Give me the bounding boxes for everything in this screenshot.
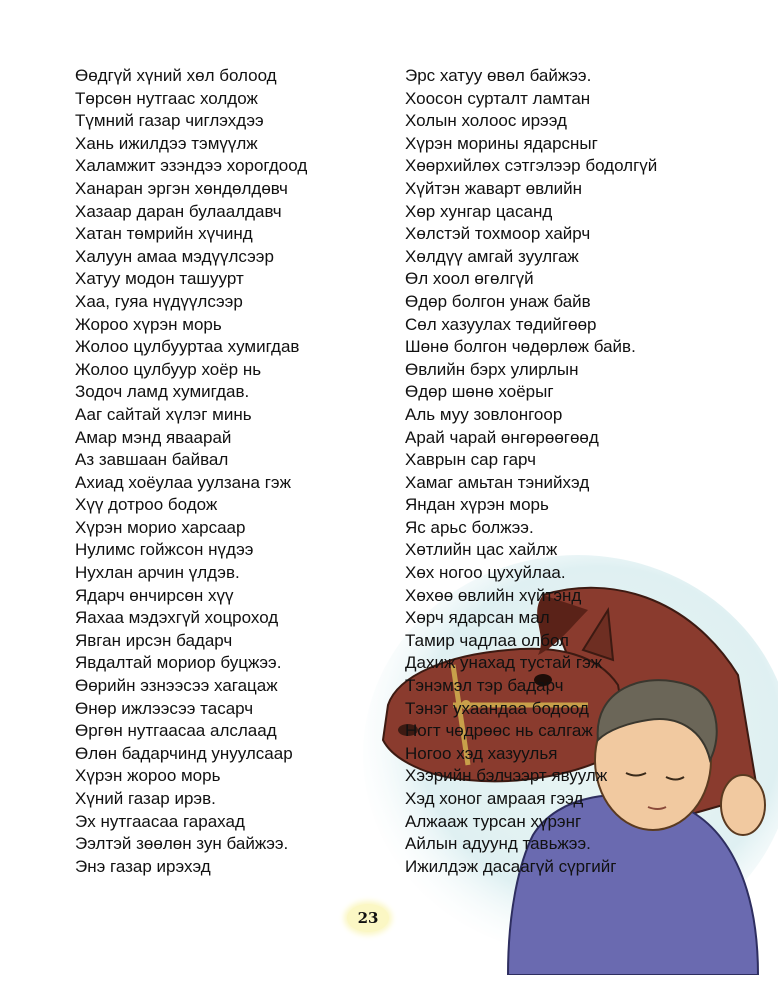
poem-line: Хүний газар ирэв. xyxy=(75,789,216,808)
poem-line: Өргөн нутгаасаа алслаад xyxy=(75,721,277,741)
poem-line: Хөх ногоо цухуйлаа. xyxy=(405,563,566,583)
poem-line: Хөтлийн цас хайлж xyxy=(405,540,558,560)
poem-line: Ханаран эргэн хөндөлдөвч xyxy=(75,178,288,198)
poem-line: Арай чарай өнгөрөөгөөд xyxy=(405,427,599,447)
poem-line: Хөлстэй тохмоор хайрч xyxy=(405,224,591,244)
poem-line: Амар мэнд яваарай xyxy=(75,427,232,447)
poem-line: Хөр хунгар цасанд xyxy=(405,201,553,221)
poem-line: Аль муу зовлонгоор xyxy=(405,404,563,424)
poem-line: Дахиж унахад тустай гэж xyxy=(405,653,603,673)
poem-line: Хөхөө өвлийн хүйтэнд xyxy=(405,585,582,605)
poem-line: Тэнэг ухаандаа бодоод xyxy=(405,698,589,718)
poem-line: Өлөн бадарчинд унуулсаар xyxy=(75,743,293,763)
poem-line: Явдалтай мориор буцжээ. xyxy=(75,653,282,673)
poem-line: Энэ газар ирэхэд xyxy=(75,856,211,876)
poem-line: Яндан хүрэн морь xyxy=(405,495,549,515)
poem-line: Ногт чөдрөөс нь салгаж xyxy=(405,721,593,741)
poem-line: Тэнэмэл тэр бадарч xyxy=(405,676,564,696)
poem-line: Хээрийн бэлчээрт явуулж xyxy=(405,766,608,786)
poem-line: Өл хоол өгөлгүй xyxy=(405,269,534,289)
poem-line: Ногоо хэд хазуулья xyxy=(405,743,558,763)
poem-line: Төрсөн нутгаас холдож xyxy=(75,88,258,108)
poem-left-column xyxy=(75,65,307,878)
poem-line: Нухлан арчин үлдэв. xyxy=(75,563,240,583)
poem-line: Хүрэн жороо морь xyxy=(75,766,221,786)
poem-line: Хүйтэн жаварт өвлийн xyxy=(405,178,583,198)
poem-line: Хатан төмрийн хүчинд xyxy=(75,224,253,244)
poem-line: Айлын адуунд тавьжээ. xyxy=(405,834,591,854)
poem-line: Ижилдэж дасаагүй сүргийг xyxy=(405,856,617,876)
poem-line: Хүрэн морины ядарсныг xyxy=(405,133,598,153)
poem-line: Эх нутгаасаа гарахад xyxy=(75,811,245,831)
poem-line: Өвлийн бэрх улирлын xyxy=(405,359,579,379)
poem-line: Хатуу модон ташуурт xyxy=(75,269,244,289)
poem-line: Хэд хоног амраая гээд xyxy=(405,789,584,808)
poem-line: Хазаар даран булаалдавч xyxy=(75,201,282,221)
poem-line: Өдөр шөнө хоёрыг xyxy=(405,382,554,402)
poem-line: Өнөр ижлээсээ тасарч xyxy=(75,698,254,718)
page-number: 23 xyxy=(347,904,389,932)
poem-line: Хаа, гуяа нүдүүлсээр xyxy=(75,291,243,311)
poem-line: Жолоо цулбуур хоёр нь xyxy=(75,359,262,379)
poem-line: Ээлтэй зөөлөн зун байжээ. xyxy=(75,834,289,854)
poem-line: Халуун амаа мэдүүлсээр xyxy=(75,246,274,266)
poem-line: Хүү дотроо бодож xyxy=(75,495,218,515)
poem-line: Хөөрхийлөх сэтгэлээр бодолгүй xyxy=(405,156,658,176)
poem-line: Ааг сайтай хүлэг минь xyxy=(75,404,252,424)
poem-right-column xyxy=(405,65,657,878)
poem-line: Яахаа мэдэхгүй хоцроход xyxy=(75,608,279,628)
poem-line: Ахиад хоёулаа уулзана гэж xyxy=(75,472,291,492)
poem-line: Яс арьс болжээ. xyxy=(405,517,534,537)
poem-line: Хань ижилдээ тэмүүлж xyxy=(75,133,258,153)
poem-line: Өдөр болгон унаж байв xyxy=(405,291,591,311)
poem-line: Сөл хазуулах төдийгөөр xyxy=(405,314,597,334)
poem-line: Шөнө болгон чөдөрлөж байв. xyxy=(405,337,636,357)
poem-line: Өөрийн эзнээсээ хагацаж xyxy=(75,676,278,696)
poem-line: Хаврын сар гарч xyxy=(405,450,536,470)
poem-line: Хөлдүү амгай зуулгаж xyxy=(405,246,579,266)
poem-line: Нулимс гойжсон нүдээ xyxy=(75,540,254,560)
poem-line: Хамаг амьтан тэнийхэд xyxy=(405,472,590,492)
poem-line: Тамир чадлаа олбол xyxy=(405,630,569,650)
poem-line: Холын холоос ирээд xyxy=(405,111,567,131)
poem-line: Өөдгүй хүний хөл болоод xyxy=(75,66,277,85)
poem-line: Аз завшаан байвал xyxy=(75,450,229,470)
poem-line: Зодоч ламд хумигдав. xyxy=(75,382,250,402)
poem-line: Эрс хатуу өвөл байжээ. xyxy=(405,66,592,85)
poem-line: Хөрч ядарсан мал xyxy=(405,608,550,628)
poem-line: Хүрэн морио харсаар xyxy=(75,517,246,537)
poem-line: Ядарч өнчирсөн хүү xyxy=(75,585,234,605)
poem-line: Явган ирсэн бадарч xyxy=(75,630,233,650)
poem-line: Хоосон сурталт ламтан xyxy=(405,88,591,108)
poem-line: Жолоо цулбууртаа хумигдав xyxy=(75,337,300,357)
poem-line: Түмний газар чиглэхдээ xyxy=(75,111,264,131)
poem-line: Алжааж турсан хүрэнг xyxy=(405,811,582,831)
poem-line: Халамжит эзэндээ хорогдоод xyxy=(75,156,308,176)
poem-line: Жороо хүрэн морь xyxy=(75,314,222,334)
